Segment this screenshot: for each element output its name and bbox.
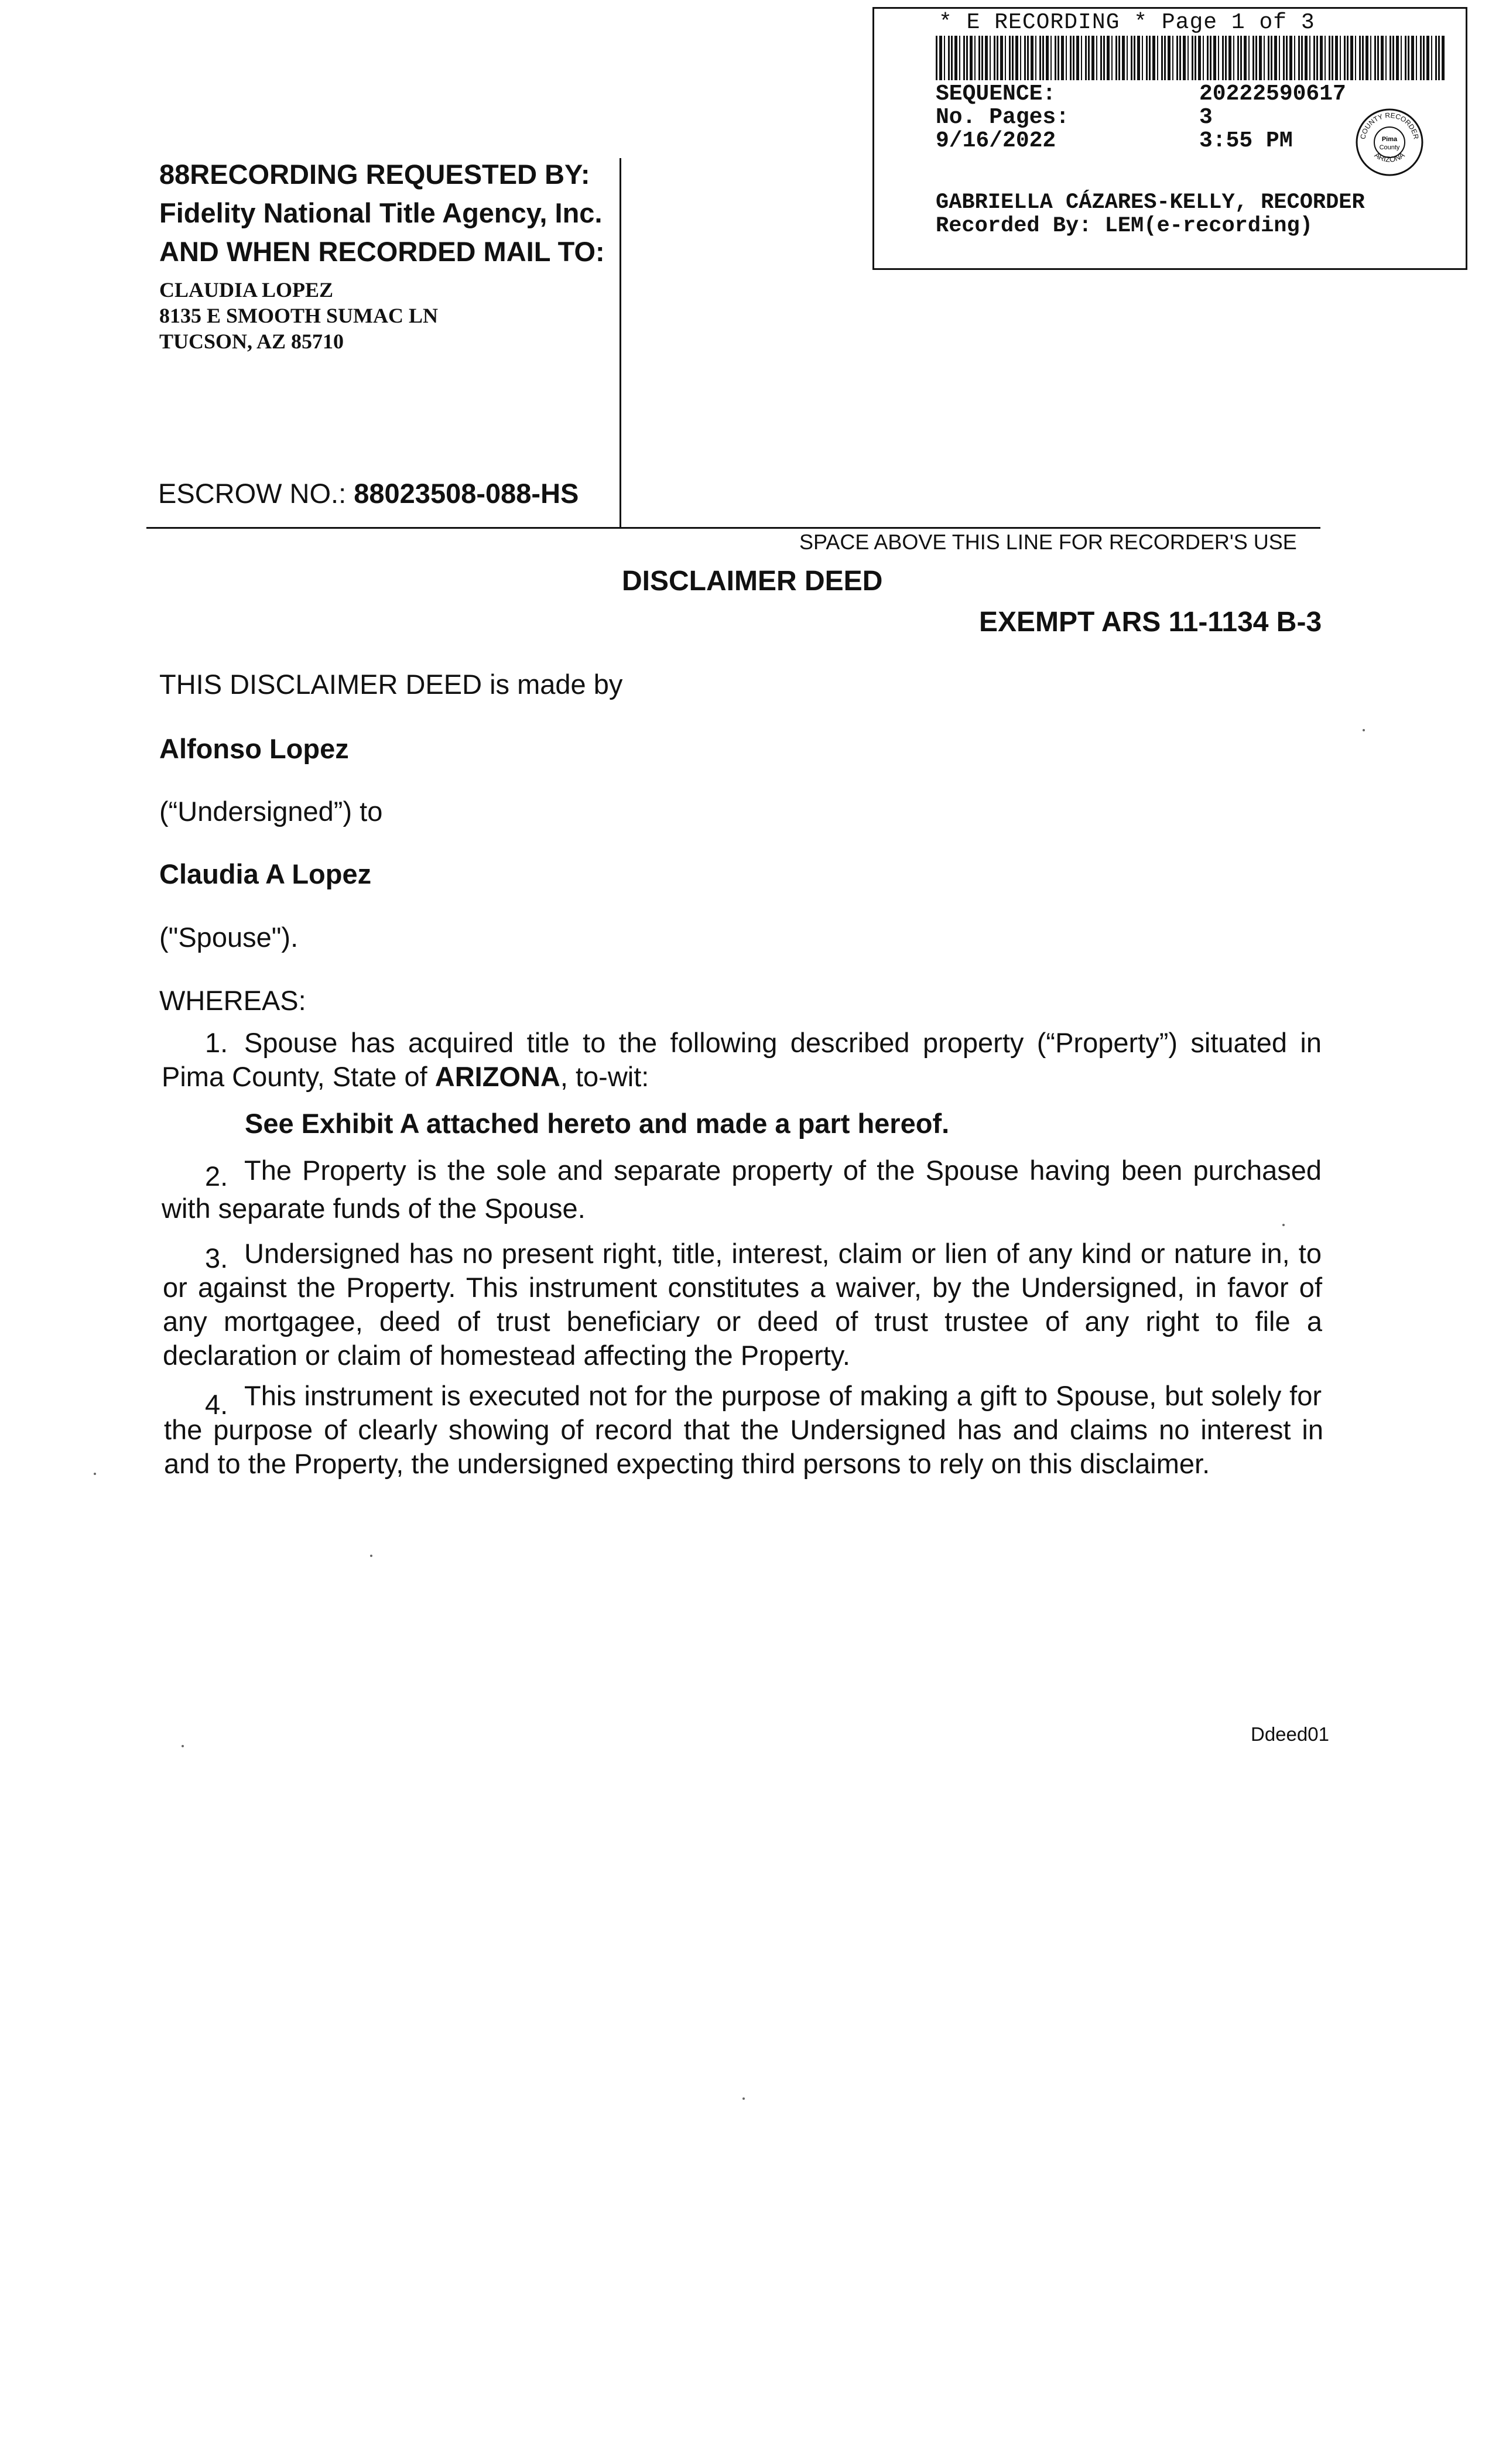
recorder-space-line bbox=[146, 527, 1320, 529]
requested-by-label: 88RECORDING REQUESTED BY: bbox=[159, 159, 590, 190]
p1-mid: County, State of bbox=[232, 1061, 427, 1092]
escrow-value: 88023508-088-HS bbox=[354, 478, 579, 509]
seal-center-2: County bbox=[1379, 144, 1400, 151]
p2-line1: The Property is the sole and separate property of the Spouse having been purchased bbox=[244, 1155, 1322, 1186]
whereas-heading: WHEREAS: bbox=[159, 985, 306, 1016]
mail-to-label: AND WHEN RECORDED MAIL TO: bbox=[159, 236, 605, 267]
seal-text-bottom: ARIZONA bbox=[1373, 150, 1406, 164]
sequence-label: SEQUENCE: bbox=[936, 81, 1056, 107]
svg-text:ARIZONA bbox=[1373, 150, 1406, 164]
recorded-by: Recorded By: LEM(e-recording) bbox=[936, 214, 1313, 238]
mail-city: TUCSON, AZ 85710 bbox=[159, 330, 344, 353]
recorder-name: GABRIELLA CÁZARES-KELLY, RECORDER bbox=[936, 190, 1365, 215]
scan-speck bbox=[1282, 1224, 1285, 1226]
p2-number: 2. bbox=[205, 1161, 228, 1192]
escrow-number bbox=[158, 477, 579, 509]
p3-line4: declaration or claim of homestead affecting the Property. bbox=[163, 1340, 850, 1371]
p3-line2: or against the Property. This instrument constitutes a waiver, by the Undersigned, in favor of bbox=[163, 1272, 1322, 1303]
header-divider-vertical bbox=[620, 158, 621, 527]
pages-label: No. Pages: bbox=[936, 105, 1070, 130]
p1-line1: Spouse has acquired title to the following described property (“Property”) situated in bbox=[244, 1027, 1322, 1058]
seal-text-top: COUNTY RECORDER bbox=[1358, 111, 1421, 141]
form-code: Ddeed01 bbox=[1251, 1723, 1329, 1745]
p3-number: 3. bbox=[205, 1243, 228, 1274]
p4-number: 4. bbox=[205, 1389, 228, 1420]
p1-state: ARIZONA bbox=[434, 1061, 560, 1092]
deed-intro: THIS DISCLAIMER DEED is made by bbox=[159, 669, 623, 700]
scan-speck bbox=[182, 1745, 184, 1747]
county-seal-icon bbox=[1354, 107, 1425, 177]
grantee-role: ("Spouse"). bbox=[159, 922, 299, 953]
p1-number: 1. bbox=[205, 1027, 228, 1058]
exempt-statute: EXEMPT ARS 11-1134 B-3 bbox=[979, 607, 1322, 638]
record-date: 9/16/2022 bbox=[936, 128, 1056, 153]
grantor-name: Alfonso Lopez bbox=[159, 733, 349, 764]
recorder-space-caption: SPACE ABOVE THIS LINE FOR RECORDER'S USE bbox=[799, 530, 1297, 554]
scan-speck bbox=[1363, 729, 1365, 731]
exhibit-reference: See Exhibit A attached hereto and made a part hereof. bbox=[245, 1108, 950, 1139]
barcode bbox=[936, 36, 1445, 80]
mail-name: CLAUDIA LOPEZ bbox=[159, 278, 334, 302]
scan-speck bbox=[94, 1473, 96, 1475]
p3-line3: any mortgagee, deed of trust beneficiary or deed of trust trustee of any right to file a bbox=[163, 1306, 1322, 1337]
p1-line2 bbox=[162, 1060, 649, 1094]
recording-stamp bbox=[872, 7, 1467, 270]
pages-value: 3 bbox=[1199, 105, 1213, 130]
p4-line1: This instrument is executed not for the purpose of making a gift to Spouse, but solely for bbox=[244, 1380, 1322, 1411]
p4-line3: and to the Property, the undersigned expecting third persons to rely on this disclaimer. bbox=[164, 1448, 1210, 1479]
escrow-label: ESCROW NO.: bbox=[158, 478, 347, 509]
p1-end: , to-wit: bbox=[560, 1061, 649, 1092]
requested-by-company: Fidelity National Title Agency, Inc. bbox=[159, 197, 603, 228]
scan-speck bbox=[370, 1555, 372, 1557]
p2-line2: with separate funds of the Spouse. bbox=[162, 1193, 586, 1224]
p3-line1: Undersigned has no present right, title, interest, claim or lien of any kind or nature in, to bbox=[244, 1238, 1322, 1269]
seal-center-1: Pima bbox=[1381, 136, 1398, 143]
stamp-header: * E RECORDING * Page 1 of 3 bbox=[939, 10, 1315, 35]
grantee-name: Claudia A Lopez bbox=[159, 858, 372, 889]
mail-street: 8135 E SMOOTH SUMAC LN bbox=[159, 304, 439, 327]
sequence-value: 20222590617 bbox=[1199, 81, 1346, 107]
deed-title: DISCLAIMER DEED bbox=[622, 566, 883, 597]
grantor-role: (“Undersigned”) to bbox=[159, 796, 383, 827]
p4-line2: the purpose of clearly showing of record that the Undersigned has and claims no interest in bbox=[164, 1414, 1323, 1445]
record-time: 3:55 PM bbox=[1199, 128, 1293, 153]
scan-speck bbox=[742, 2097, 745, 2100]
p1-county: Pima bbox=[162, 1061, 225, 1092]
